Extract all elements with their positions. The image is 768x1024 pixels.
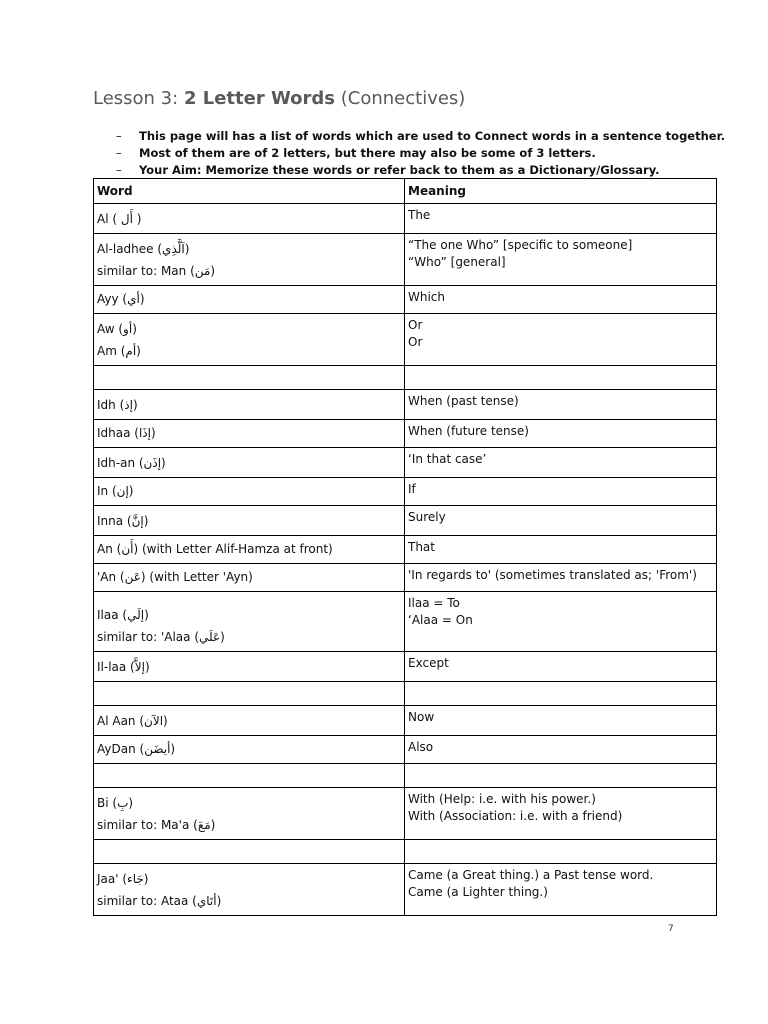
- table-row: [94, 478, 717, 506]
- intro-text: This page will has a list of words which are used to Connect words in a sentence together.: [139, 129, 725, 143]
- meaning-cell: [405, 420, 717, 448]
- word-cell: [94, 234, 405, 286]
- table-row: [94, 682, 717, 706]
- word-cell: [94, 448, 405, 478]
- word-cell: [94, 506, 405, 536]
- meaning-text: “Who” [general]: [408, 255, 506, 269]
- word-cell: [94, 478, 405, 506]
- word-cell: [94, 840, 405, 864]
- meaning-text: Or: [408, 318, 423, 332]
- meaning-text: Surely: [408, 510, 446, 524]
- word-text: An (أَن) (with Letter Alif-Hamza at front): [97, 542, 333, 556]
- meaning-text: Except: [408, 656, 449, 670]
- dash-bullet: –: [116, 146, 122, 160]
- word-text: In (إن): [97, 484, 134, 498]
- intro-item: [116, 145, 725, 162]
- word-text: Al Aan (الآن): [97, 714, 168, 728]
- meaning-cell: [405, 234, 717, 286]
- title-suffix: (Connectives): [335, 88, 466, 109]
- meaning-cell: [405, 448, 717, 478]
- meaning-column-header: Meaning: [405, 179, 717, 204]
- table-row: [94, 390, 717, 420]
- meaning-cell: [405, 592, 717, 652]
- word-text: Idhaa (إذَا): [97, 426, 156, 440]
- word-column-header: Word: [94, 179, 405, 204]
- table-row: [94, 234, 717, 286]
- word-text: Bi (بِ): [97, 796, 134, 810]
- word-text: Jaa' (جَاء): [97, 872, 149, 886]
- meaning-cell: [405, 478, 717, 506]
- word-cell: [94, 864, 405, 916]
- word-cell: [94, 788, 405, 840]
- word-cell: [94, 564, 405, 592]
- word-text: 'An (عَن) (with Letter 'Ayn): [97, 570, 253, 584]
- word-cell: [94, 420, 405, 448]
- word-text: Aw (أو): [97, 322, 137, 336]
- meaning-cell: [405, 564, 717, 592]
- table-row: [94, 420, 717, 448]
- meaning-cell: [405, 788, 717, 840]
- word-cell: [94, 314, 405, 366]
- meaning-text: Also: [408, 740, 434, 754]
- page-title: [93, 88, 465, 109]
- table-body: [94, 204, 717, 916]
- intro-item: [116, 162, 725, 179]
- meaning-text: Which: [408, 290, 446, 304]
- meaning-text: Came (a Great thing.) a Past tense word.: [408, 868, 654, 882]
- table-row: [94, 448, 717, 478]
- meaning-cell: [405, 204, 717, 234]
- meaning-text: ‘Alaa = On: [408, 613, 473, 627]
- meaning-cell: [405, 286, 717, 314]
- word-cell: [94, 592, 405, 652]
- word-text: Ayy (أي): [97, 292, 145, 306]
- meaning-cell: [405, 652, 717, 682]
- table-row: [94, 592, 717, 652]
- table-row: [94, 788, 717, 840]
- meaning-text: 'In regards to' (sometimes translated as; 'From'): [408, 568, 697, 582]
- word-cell: [94, 366, 405, 390]
- word-cell: [94, 706, 405, 736]
- word-text: Idh (إذ): [97, 398, 138, 412]
- table-row: [94, 366, 717, 390]
- meaning-text: Or: [408, 335, 423, 349]
- meaning-text: With (Association: i.e. with a friend): [408, 809, 623, 823]
- table-row: [94, 706, 717, 736]
- title-bold: 2 Letter Words: [183, 88, 336, 109]
- words-table: [93, 178, 717, 916]
- word-text: similar to: 'Alaa (عَلَي): [97, 630, 225, 644]
- table-row: [94, 864, 717, 916]
- word-text: Am (أم): [97, 344, 141, 358]
- meaning-text: When (future tense): [408, 424, 529, 438]
- word-cell: [94, 736, 405, 764]
- meaning-cell: [405, 864, 717, 916]
- meaning-text: With (Help: i.e. with his power.): [408, 792, 596, 806]
- word-cell: [94, 536, 405, 564]
- table-row: [94, 314, 717, 366]
- meaning-cell: [405, 366, 717, 390]
- intro-list: [116, 128, 725, 179]
- word-cell: [94, 652, 405, 682]
- meaning-text: The: [408, 208, 431, 222]
- table-row: [94, 506, 717, 536]
- meaning-cell: [405, 536, 717, 564]
- word-text: similar to: Ma'a (مَعَ): [97, 818, 216, 832]
- meaning-text: That: [408, 540, 435, 554]
- meaning-cell: [405, 706, 717, 736]
- word-cell: [94, 204, 405, 234]
- table-row: [94, 840, 717, 864]
- meaning-cell: [405, 390, 717, 420]
- intro-text: Your Aim: Memorize these words or refer back to them as a Dictionary/Glossary.: [139, 163, 660, 177]
- meaning-text: If: [408, 482, 416, 496]
- table-row: [94, 536, 717, 564]
- meaning-cell: [405, 736, 717, 764]
- meaning-text: Ilaa = To: [408, 596, 460, 610]
- word-text: Al-ladhee (اَلَّذِي): [97, 242, 190, 256]
- word-text: similar to: Ataa (أتَاي): [97, 894, 222, 908]
- word-cell: [94, 682, 405, 706]
- word-text: Idh-an (إذَن): [97, 456, 166, 470]
- word-cell: [94, 286, 405, 314]
- meaning-cell: [405, 840, 717, 864]
- meaning-cell: [405, 506, 717, 536]
- intro-item: [116, 128, 725, 145]
- meaning-text: When (past tense): [408, 394, 519, 408]
- meaning-text: Now: [408, 710, 435, 724]
- word-cell: [94, 764, 405, 788]
- table-row: [94, 204, 717, 234]
- table-row: [94, 564, 717, 592]
- title-prefix: Lesson 3:: [93, 88, 184, 109]
- meaning-cell: [405, 764, 717, 788]
- meaning-text: Came (a Lighter thing.): [408, 885, 548, 899]
- dash-bullet: –: [116, 163, 122, 177]
- word-text: Al ( أَل ): [97, 212, 142, 226]
- word-text: AyDan (أيضَن): [97, 742, 176, 756]
- word-text: Inna (إنَّ): [97, 514, 149, 528]
- word-cell: [94, 390, 405, 420]
- word-text: Ilaa (إلَي): [97, 608, 149, 622]
- table-row: [94, 286, 717, 314]
- table-header-row: [94, 179, 717, 204]
- meaning-text: ‘In that case’: [408, 452, 487, 466]
- page-number: 7: [668, 924, 674, 934]
- intro-text: Most of them are of 2 letters, but there may also be some of 3 letters.: [139, 146, 596, 160]
- table-row: [94, 736, 717, 764]
- meaning-cell: [405, 682, 717, 706]
- meaning-text: “The one Who” [specific to someone]: [408, 238, 633, 252]
- dash-bullet: –: [116, 129, 122, 143]
- word-text: similar to: Man (مَن): [97, 264, 216, 278]
- word-text: Il-laa (إلاَّ): [97, 660, 150, 674]
- meaning-cell: [405, 314, 717, 366]
- table-row: [94, 652, 717, 682]
- table-row: [94, 764, 717, 788]
